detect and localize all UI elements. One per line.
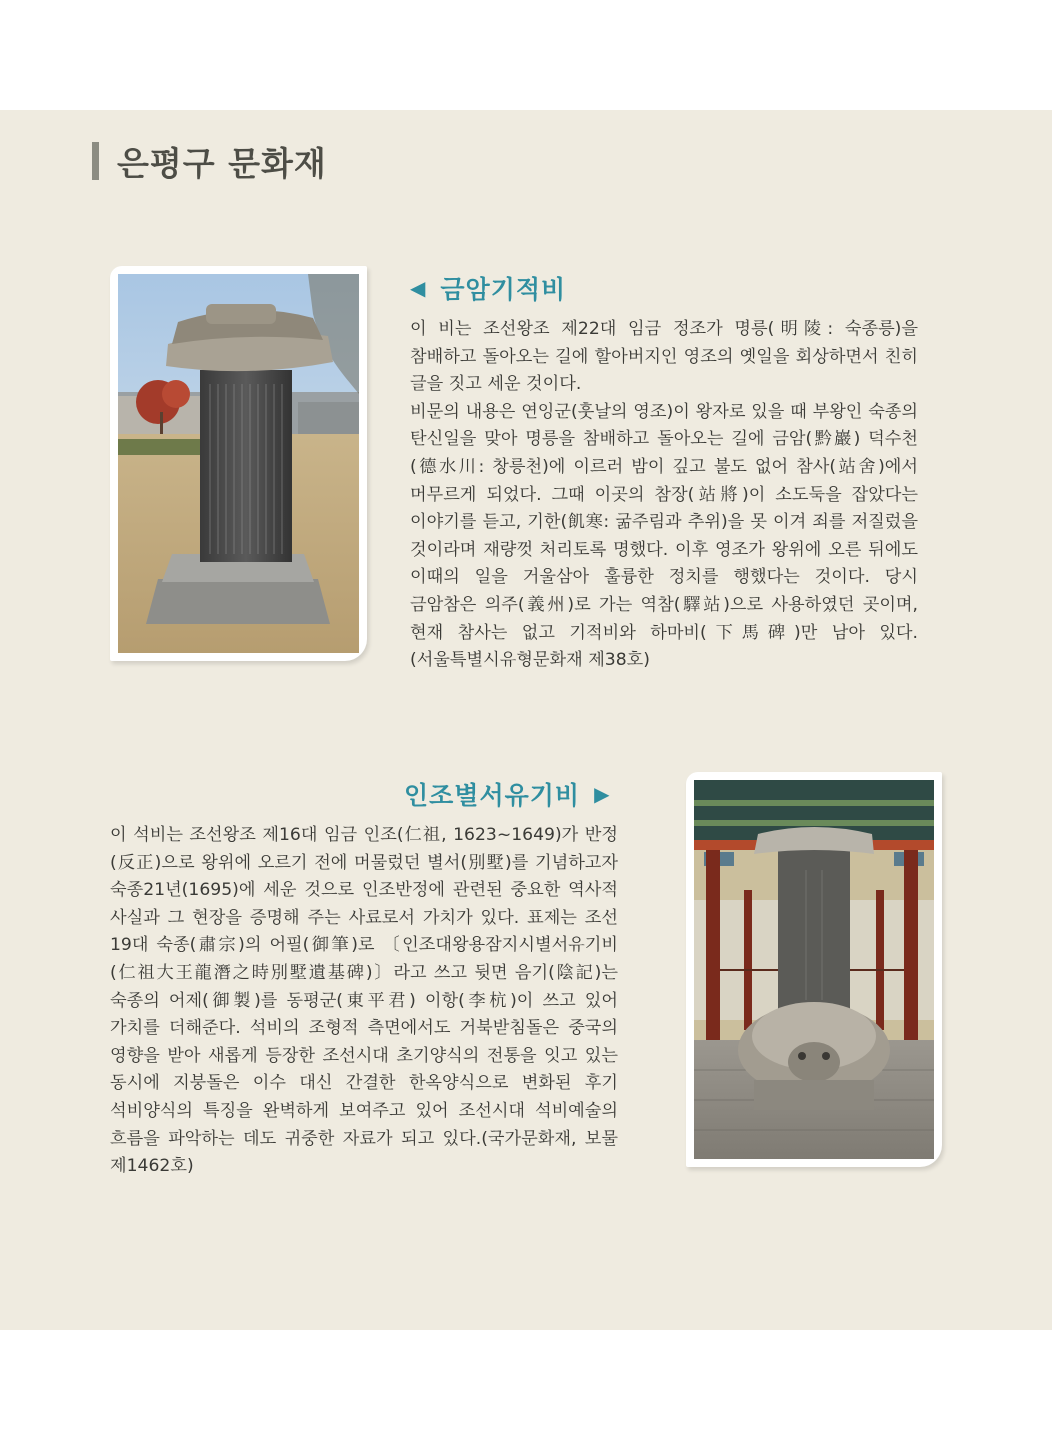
section-body-injo (110, 822, 618, 1181)
geumam-monument-photo (110, 266, 367, 661)
injo-stele-photo (686, 772, 942, 1167)
section-heading-geumam (410, 270, 566, 306)
title-accent-bar (92, 142, 99, 180)
triangle-left-icon: ◀ (410, 276, 427, 300)
page-title-text: 은평구 문화재 (117, 143, 327, 183)
geumam-monument-image (118, 274, 359, 653)
page-title (92, 140, 327, 182)
section-heading-injo (404, 776, 610, 812)
section-heading-text: 금암기적비 (440, 275, 567, 304)
triangle-right-icon: ▶ (594, 782, 611, 806)
paragraph: 이 석비는 조선왕조 제16대 임금 인조(仁祖, 1623~1649)가 반정(反正)으로 왕위에 오르기 전에 머물렀던 별서(別墅)를 기념하고자 숙종21년(1695)에 세운 것으로 인조반정에 관련된 중요한 역사적 사실과 그 현장을 증명해 주는 사료로서 가치가 있다. 표제는 조선 19대 숙종(肅宗)의 어필(御筆)로 〔인조대왕용잠지시별서유기비(仁祖大王龍潛之時別墅遺基碑)〕라고 쓰고 뒷면 음기(陰記)는 숙종의 어제(御製)를 동평군(東平君) 이항(李杭)이 쓰고 있어 가치를 더해준다. 석비의 조형적 측면에서도 거북받침돌은 중국의 영향을 받아 새롭게 등장한 조선시대 초기양식의 전통을 잇고 있는 동시에 지붕돌은 이수 대신 간결한 한옥양식으로 변화된 후기 석비양식의 특징을 완벽하게 보여주고 있어 조선시대 석비예술의 흐름을 파악하는 데도 귀중한 자료가 되고 있다.(국가문화재, 보물 제1462호) (110, 825, 618, 1177)
section-body-geumam (410, 316, 918, 675)
injo-stele-image (694, 780, 934, 1159)
paragraph: 이 비는 조선왕조 제22대 임금 정조가 명릉(明陵: 숙종릉)을 참배하고 돌아오는 길에 할아버지인 영조의 옛일을 회상하면서 친히 글을 짓고 세운 것이다. (410, 319, 918, 395)
section-heading-text: 인조별서유기비 (404, 781, 581, 810)
paragraph: 비문의 내용은 연잉군(훗날의 영조)이 왕자로 있을 때 부왕인 숙종의 탄신일을 맞아 명릉을 참배하고 돌아오는 길에 금암(黔巖) 덕수천(德水川: 창릉천)에 이르러 밤이 깊고 불도 없어 참사(站舍)에서 머무르게 되었다. 그때 이곳의 참장(站將)이 소도둑을 잡았다는 이야기를 듣고, 기한(飢寒: 굶주림과 추위)을 못 이겨 죄를 저질렀을 것이라며 재량껏 처리토록 명했다. 이후 영조가 왕위에 오른 뒤에도 이때의 일을 거울삼아 훌륭한 정치를 행했다는 것이다. 당시 금암참은 의주(義州)로 가는 역참(驛站)으로 사용하였던 곳이며, 현재 참사는 없고 기적비와 하마비(下馬碑)만 남아 있다.(서울특별시유형문화재 제38호) (410, 401, 918, 671)
